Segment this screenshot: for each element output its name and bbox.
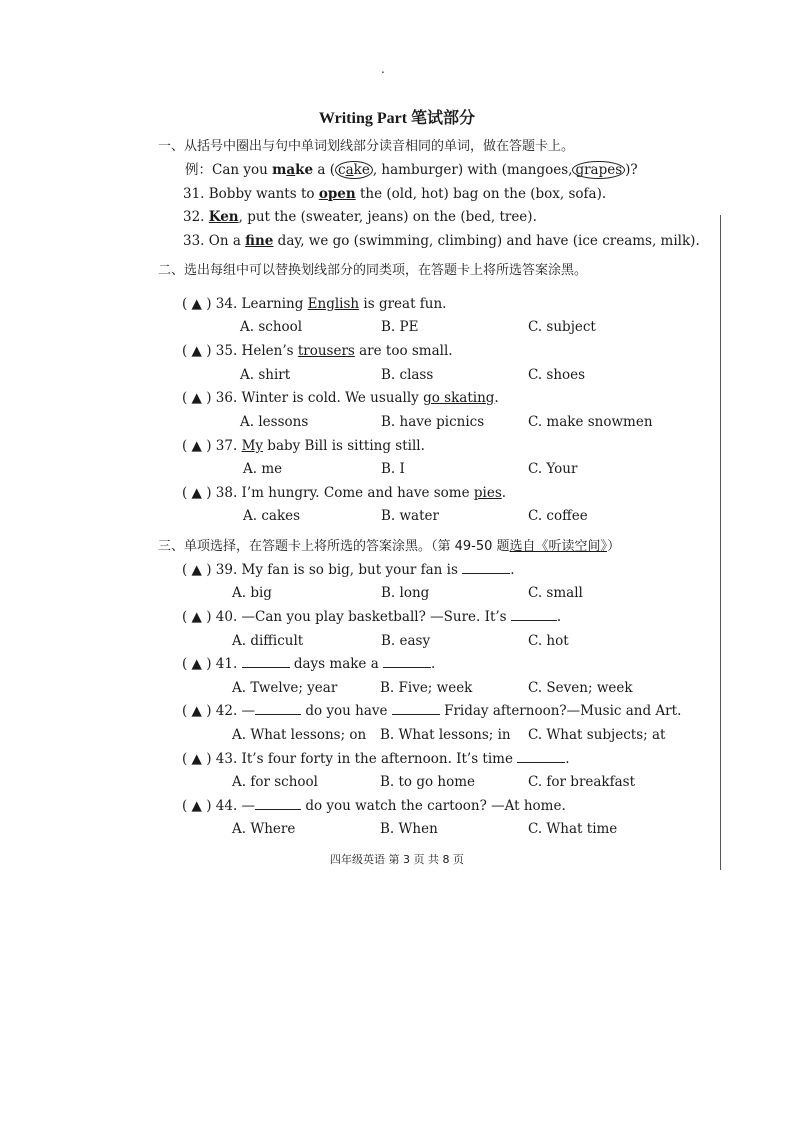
circled-word: cake bbox=[335, 161, 373, 179]
question-44: ( ▲ ) 44. — do you watch the cartoon? —At home. bbox=[182, 798, 566, 814]
option-c[interactable]: C. coffee bbox=[528, 508, 588, 524]
question-41: ( ▲ ) 41. days make a . bbox=[182, 656, 436, 672]
option-b[interactable]: B. to go home bbox=[380, 774, 476, 790]
option-b[interactable]: B. Five; week bbox=[380, 680, 473, 696]
question-33: 33. On a fine day, we go (swimming, climbing) and have (ice creams, milk). bbox=[183, 233, 700, 249]
section1-heading: 一、从括号中圈出与句中单词划线部分读音相同的单词，做在答题卡上。 bbox=[158, 139, 575, 154]
question-39: ( ▲ ) 39. My fan is so big, but your fan is . bbox=[182, 562, 515, 578]
answer-blank bbox=[383, 655, 431, 668]
page-footer: 四年级英语 第 3 页 共 8 页 bbox=[330, 853, 464, 866]
question-35: ( ▲ ) 35. Helen’s trousers are too small. bbox=[182, 343, 453, 359]
option-a[interactable]: A. school bbox=[240, 319, 303, 335]
page-dot: . bbox=[381, 62, 385, 76]
option-c[interactable]: C. hot bbox=[528, 633, 569, 649]
option-b[interactable]: B. easy bbox=[381, 633, 431, 649]
question-42: ( ▲ ) 42. — do you have Friday afternoon?—Music and Art. bbox=[182, 703, 682, 719]
option-a[interactable]: A. Twelve; year bbox=[232, 680, 338, 696]
option-c[interactable]: C. for breakfast bbox=[528, 774, 636, 790]
answer-blank bbox=[517, 750, 565, 763]
question-37: ( ▲ ) 37. My baby Bill is sitting still. bbox=[182, 438, 425, 454]
question-34: ( ▲ ) 34. Learning English is great fun. bbox=[182, 296, 447, 312]
option-b[interactable]: B. have picnics bbox=[381, 414, 485, 430]
answer-blank bbox=[255, 702, 301, 715]
option-c[interactable]: C. shoes bbox=[528, 367, 586, 383]
page-title: Writing Part 笔试部分 bbox=[318, 110, 476, 127]
option-b[interactable]: B. I bbox=[381, 461, 405, 477]
example-line: 例：Can you make a ( cake , hamburger) with (mangoes, grapes )? bbox=[185, 162, 638, 178]
answer-blank bbox=[242, 655, 290, 668]
answer-blank bbox=[255, 797, 301, 810]
section2-heading: 二、选出每组中可以替换划线部分的同类项，在答题卡上将所选答案涂黑。 bbox=[158, 263, 588, 278]
option-b[interactable]: B. long bbox=[381, 585, 430, 601]
option-a[interactable]: A. me bbox=[243, 461, 283, 477]
option-b[interactable]: B. class bbox=[381, 367, 434, 383]
question-32: 32. Ken, put the (sweater, jeans) on the (bed, tree). bbox=[183, 209, 537, 225]
option-c[interactable]: C. What subjects; at bbox=[528, 727, 666, 743]
question-36: ( ▲ ) 36. Winter is cold. We usually go skating. bbox=[182, 390, 499, 406]
section3-heading: 三、单项选择，在答题卡上将所选的答案涂黑。（第 49-50 题选自《听读空间》） bbox=[158, 539, 621, 554]
option-a[interactable]: A. lessons bbox=[240, 414, 309, 430]
answer-blank bbox=[462, 561, 510, 574]
question-31: 31. Bobby wants to open the (old, hot) bag on the (box, sofa). bbox=[183, 186, 607, 202]
answer-blank bbox=[392, 702, 440, 715]
option-c[interactable]: C. make snowmen bbox=[528, 414, 653, 430]
margin-rule bbox=[720, 215, 721, 870]
option-a[interactable]: A. cakes bbox=[243, 508, 301, 524]
option-c[interactable]: C. Your bbox=[528, 461, 578, 477]
option-b[interactable]: B. What lessons; in bbox=[380, 727, 511, 743]
option-b[interactable]: B. When bbox=[380, 821, 438, 837]
option-b[interactable]: B. PE bbox=[381, 319, 419, 335]
option-a[interactable]: A. Where bbox=[232, 821, 296, 837]
option-c[interactable]: C. small bbox=[528, 585, 583, 601]
option-a[interactable]: A. for school bbox=[232, 774, 318, 790]
option-a[interactable]: A. shirt bbox=[240, 367, 291, 383]
circled-word: grapes bbox=[572, 161, 625, 179]
option-a[interactable]: A. big bbox=[232, 585, 272, 601]
question-43: ( ▲ ) 43. It’s four forty in the afternoon. It’s time . bbox=[182, 751, 570, 767]
option-a[interactable]: A. What lessons; on bbox=[232, 727, 367, 743]
option-c[interactable]: C. What time bbox=[528, 821, 618, 837]
answer-blank bbox=[511, 608, 557, 621]
option-b[interactable]: B. water bbox=[381, 508, 439, 524]
option-a[interactable]: A. difficult bbox=[232, 633, 304, 649]
option-c[interactable]: C. Seven; week bbox=[528, 680, 633, 696]
question-38: ( ▲ ) 38. I’m hungry. Come and have some pies. bbox=[182, 485, 507, 501]
option-c[interactable]: C. subject bbox=[528, 319, 596, 335]
question-40: ( ▲ ) 40. —Can you play basketball? —Sure. It’s . bbox=[182, 609, 562, 625]
